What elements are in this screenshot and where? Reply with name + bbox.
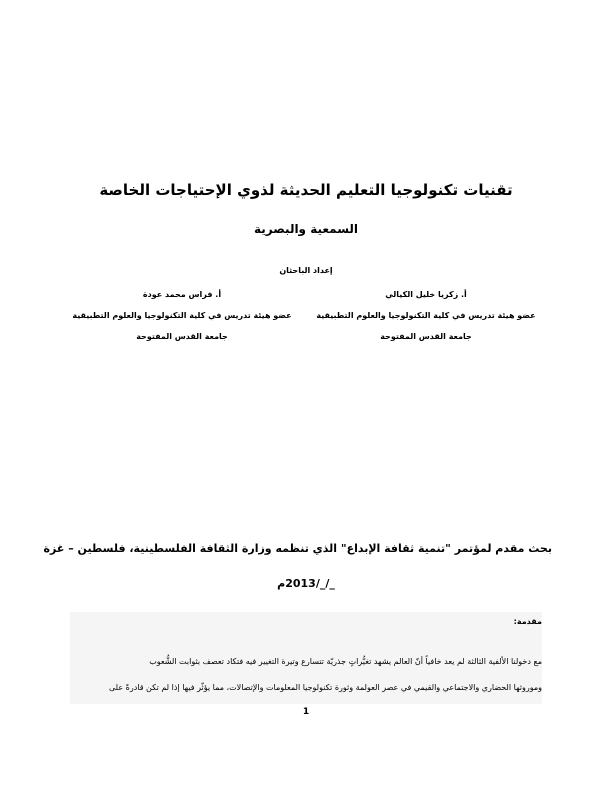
author-position: عضو هيئة تدريس في كلية التكنولوجيا والعلوم التطبيقية bbox=[316, 311, 536, 320]
intro-heading: مقدمة: bbox=[513, 617, 542, 626]
author-name: أ. فراس محمد عودة bbox=[142, 290, 222, 299]
page-number: 1 bbox=[302, 707, 310, 717]
author-block-1 bbox=[316, 289, 536, 352]
document-subtitle: السمعية والبصرية bbox=[253, 222, 359, 236]
author-institution: جامعة القدس المفتوحة bbox=[380, 332, 472, 341]
intro-paragraph-line: وموروثها الحضاري والاجتماعي والقيمي في عصر العولمة وثورة تكنولوجيا المعلومات والإتصالات، مما يؤثّر فيها إذا لم تكن قادرةً على bbox=[109, 683, 542, 692]
author-block-2 bbox=[72, 289, 292, 352]
conference-statement: بحث مقدم لمؤتمر "تنمية ثقافة الإبداع" الذي تنظمه وزارة الثقافة الفلسطينية، فلسطين – غزة bbox=[43, 542, 552, 555]
prepared-by-label: إعداد الباحثان bbox=[279, 266, 333, 275]
author-position: عضو هيئة تدريس في كلية التكنولوجيا والعلوم التطبيقية bbox=[72, 311, 292, 320]
author-institution: جامعة القدس المفتوحة bbox=[136, 332, 228, 341]
document-date: _/_/2013م bbox=[277, 577, 335, 590]
document-title: تقنيات تكنولوجيا التعليم الحديثة لذوي الإحتياجات الخاصة bbox=[99, 181, 513, 199]
author-name: أ. زكريا خليل الكيالي bbox=[385, 290, 467, 299]
intro-paragraph-line: مع دخولنا الألفية الثالثة لم يعد خافياً أنّ العالم يشهد تغيُّراتٍ جذريّة تتسارع وتيرة التغيير فيه فتكاد تعصف بثوابت الشُّعوب bbox=[149, 657, 542, 666]
